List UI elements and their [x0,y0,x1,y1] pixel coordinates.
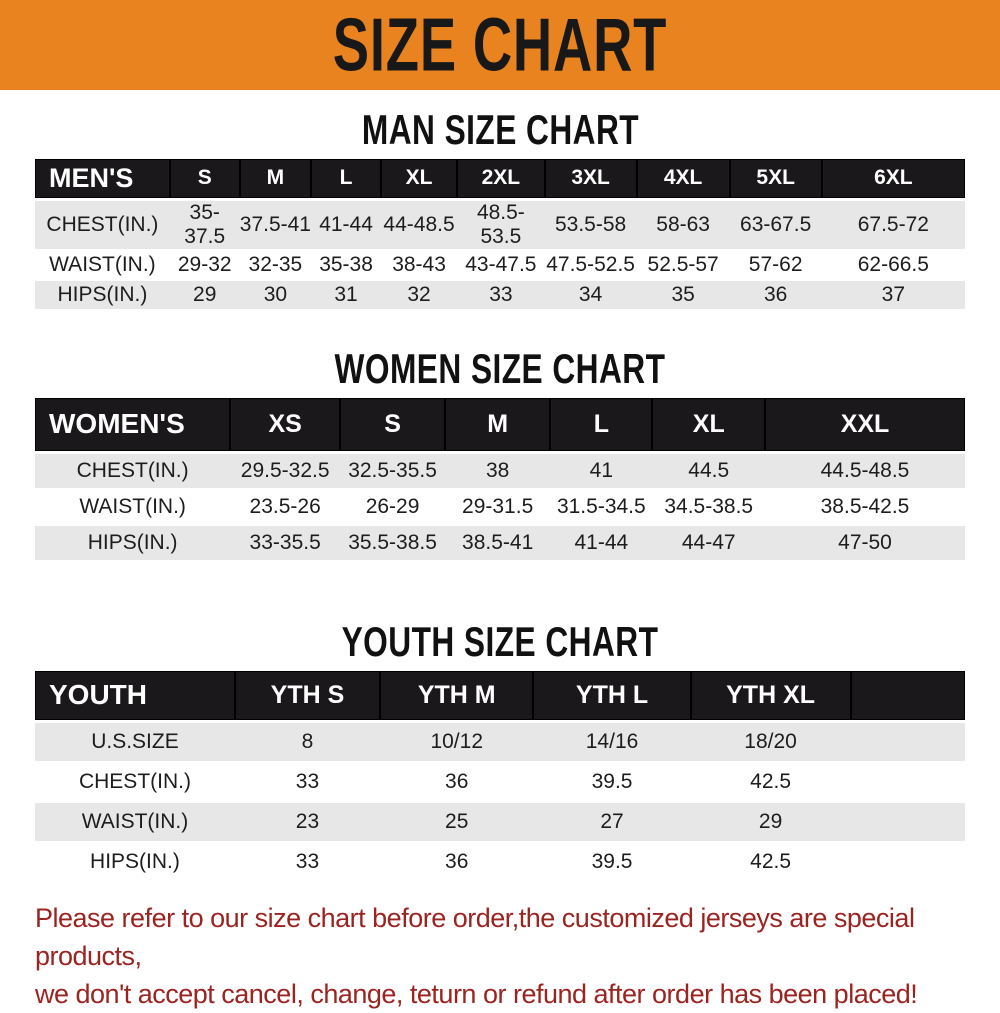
size-value-cell: 31.5-34.5 [550,489,652,525]
size-column-header: M [445,398,550,453]
size-value-cell: 52.5-57 [637,250,730,280]
measurement-row [35,199,965,250]
empty-cell [851,802,965,842]
size-value-cell: 42.5 [691,842,851,882]
row-label: WAIST(IN.) [35,489,230,525]
size-column-header: YTH S [235,671,380,722]
size-value-cell: 44.5 [652,453,765,489]
size-value-cell: 39.5 [533,842,690,882]
size-value-cell: 23 [235,802,380,842]
size-value-cell: 36 [380,762,533,802]
men-section-title [0,105,1000,159]
size-value-cell: 42.5 [691,762,851,802]
size-value-cell: 37.5-41 [240,199,312,250]
size-column-header: 3XL [545,159,637,199]
youth-section-title-text: YOUTH SIZE CHART [341,617,659,665]
size-value-cell: 34.5-38.5 [652,489,765,525]
size-value-cell: 43-47.5 [457,250,544,280]
empty-cell [851,762,965,802]
row-label: CHEST(IN.) [35,762,235,802]
size-column-header: S [340,398,445,453]
size-value-cell: 32-35 [240,250,312,280]
row-label: U.S.SIZE [35,722,235,762]
measurement-row [35,722,965,762]
size-value-cell: 38-43 [381,250,457,280]
size-value-cell: 36 [730,280,822,310]
banner-title: SIZE CHART [332,3,668,87]
row-label: CHEST(IN.) [35,453,230,489]
size-value-cell: 25 [380,802,533,842]
size-value-cell: 33-35.5 [230,525,340,561]
size-column-header: YTH M [380,671,533,722]
size-value-cell: 44.5-48.5 [765,453,965,489]
size-column-header: XL [652,398,765,453]
size-value-cell: 48.5-53.5 [457,199,544,250]
measurement-row [35,453,965,489]
size-value-cell: 29-31.5 [445,489,550,525]
measurement-row [35,280,965,310]
size-value-cell: 35-37.5 [170,199,240,250]
empty-cell [851,842,965,882]
size-value-cell: 47-50 [765,525,965,561]
size-value-cell: 23.5-26 [230,489,340,525]
measurement-row [35,489,965,525]
size-value-cell: 38.5-42.5 [765,489,965,525]
size-value-cell: 35 [637,280,730,310]
size-value-cell: 67.5-72 [822,199,965,250]
size-column-header: M [240,159,312,199]
size-value-cell: 41-44 [550,525,652,561]
row-label: CHEST(IN.) [35,199,170,250]
size-value-cell: 41 [550,453,652,489]
size-value-cell: 47.5-52.5 [545,250,637,280]
size-column-header: L [550,398,652,453]
size-column-header: XS [230,398,340,453]
measurement-row [35,802,965,842]
size-column-header: L [311,159,381,199]
measurement-row [35,250,965,280]
men-size-table [35,159,965,311]
size-value-cell: 32 [381,280,457,310]
row-label: HIPS(IN.) [35,525,230,561]
size-value-cell: 18/20 [691,722,851,762]
size-value-cell: 14/16 [533,722,690,762]
size-value-cell: 57-62 [730,250,822,280]
size-column-header: YTH XL [691,671,851,722]
empty-cell [851,722,965,762]
size-column-header: XXL [765,398,965,453]
youth-size-table [35,671,965,883]
row-label: WAIST(IN.) [35,802,235,842]
size-column-header: 6XL [822,159,965,199]
table-title-cell: YOUTH [35,671,235,722]
size-value-cell: 30 [240,280,312,310]
size-value-cell: 29-32 [170,250,240,280]
disclaimer-line-2: we don't accept cancel, change, teturn or refund after order has been placed! [35,978,918,1009]
size-column-header [851,671,965,722]
table-title-cell: WOMEN'S [35,398,230,453]
size-column-header: YTH L [533,671,690,722]
size-value-cell: 41-44 [311,199,381,250]
size-value-cell: 29.5-32.5 [230,453,340,489]
men-section-title-text: MAN SIZE CHART [361,105,639,154]
size-value-cell: 63-67.5 [730,199,822,250]
size-column-header: XL [381,159,457,199]
table-header-row [35,398,965,453]
size-value-cell: 35.5-38.5 [340,525,445,561]
size-value-cell: 35-38 [311,250,381,280]
size-value-cell: 62-66.5 [822,250,965,280]
size-value-cell: 44-48.5 [381,199,457,250]
order-disclaimer [35,899,1000,1013]
size-value-cell: 26-29 [340,489,445,525]
size-value-cell: 33 [235,762,380,802]
size-value-cell: 32.5-35.5 [340,453,445,489]
size-value-cell: 29 [691,802,851,842]
measurement-row [35,762,965,802]
measurement-row [35,525,965,561]
size-value-cell: 34 [545,280,637,310]
women-size-table [35,398,965,562]
size-column-header: 5XL [730,159,822,199]
row-label: HIPS(IN.) [35,280,170,310]
size-chart-banner [0,0,1000,90]
size-value-cell: 29 [170,280,240,310]
size-value-cell: 58-63 [637,199,730,250]
women-section-title [0,344,1000,398]
row-label: HIPS(IN.) [35,842,235,882]
table-header-row [35,671,965,722]
size-value-cell: 33 [235,842,380,882]
measurement-row [35,842,965,882]
size-value-cell: 39.5 [533,762,690,802]
size-value-cell: 27 [533,802,690,842]
size-column-header: 2XL [457,159,544,199]
size-column-header: 4XL [637,159,730,199]
size-value-cell: 8 [235,722,380,762]
size-column-header: S [170,159,240,199]
size-value-cell: 44-47 [652,525,765,561]
size-value-cell: 37 [822,280,965,310]
table-header-row [35,159,965,199]
table-title-cell: MEN'S [35,159,170,199]
youth-section-title [0,617,1000,671]
size-value-cell: 53.5-58 [545,199,637,250]
size-value-cell: 38 [445,453,550,489]
size-value-cell: 38.5-41 [445,525,550,561]
row-label: WAIST(IN.) [35,250,170,280]
size-value-cell: 36 [380,842,533,882]
disclaimer-line-1: Please refer to our size chart before order,the customized jerseys are special products, [35,902,915,971]
size-value-cell: 31 [311,280,381,310]
size-value-cell: 33 [457,280,544,310]
women-section-title-text: WOMEN SIZE CHART [334,344,666,392]
size-value-cell: 10/12 [380,722,533,762]
